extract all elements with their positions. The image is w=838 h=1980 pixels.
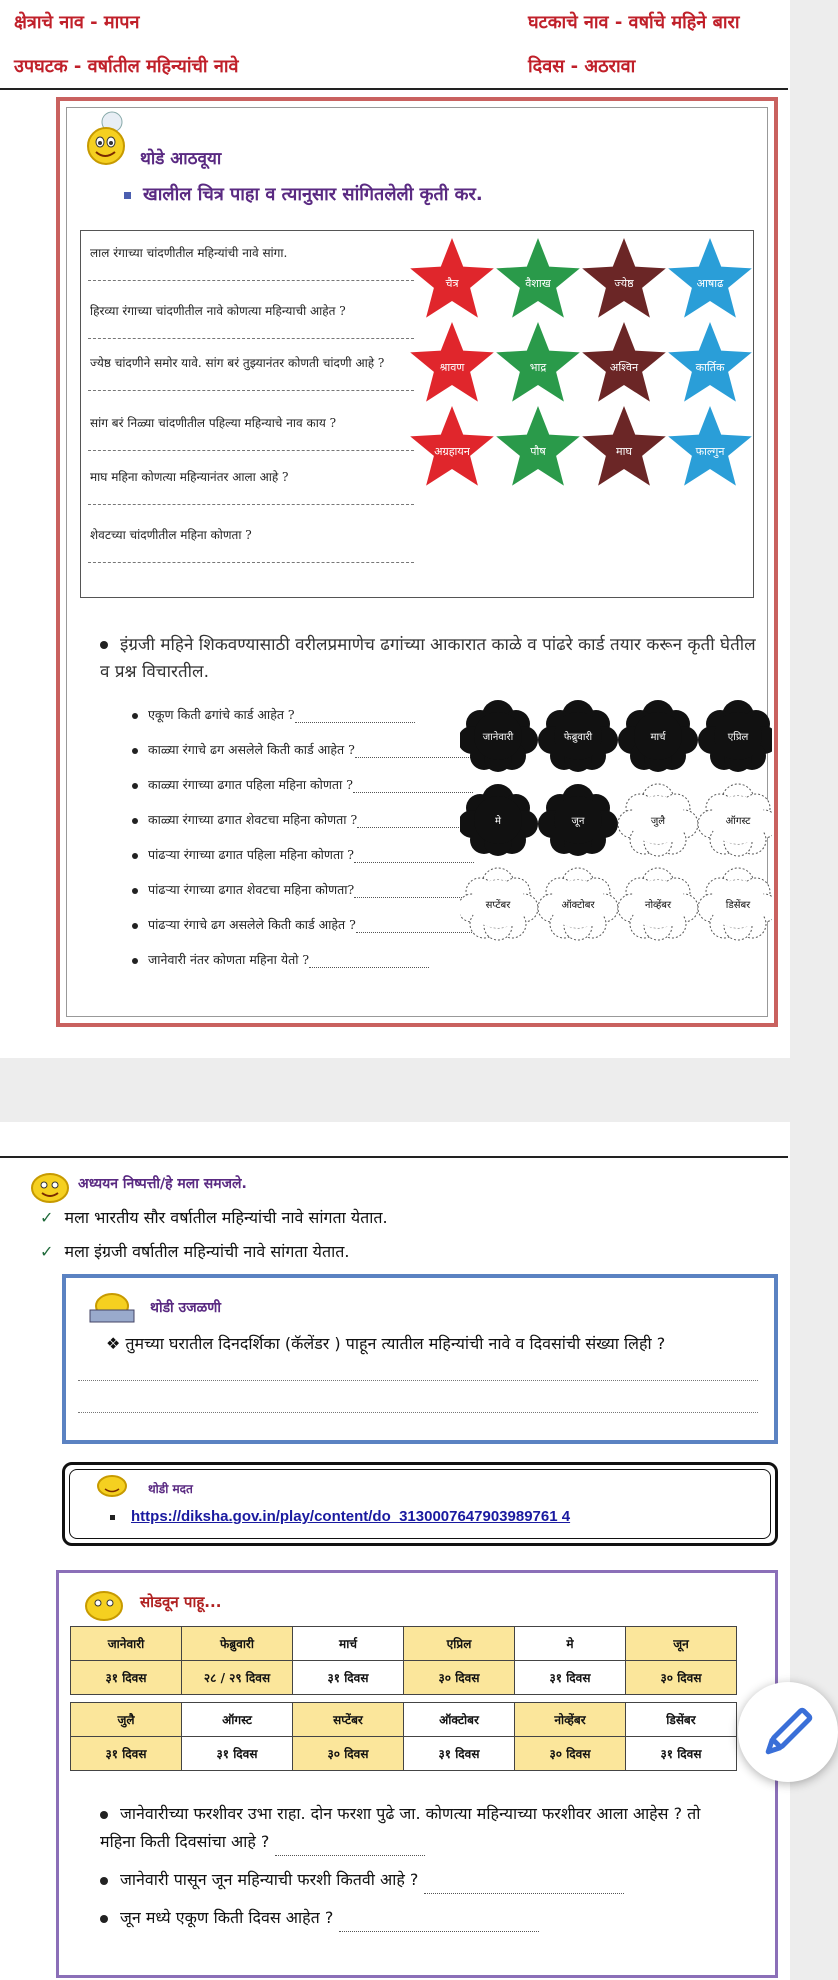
final-question: जानेवारी पासून जून महिन्याची फरशी कितवी आहे ? [100, 1866, 710, 1894]
cloud-label: जानेवारी [482, 732, 514, 743]
star-label: ज्येष्ठ [614, 277, 634, 290]
thinking-smiley-icon [80, 1584, 128, 1624]
cloud-question: एकूण किती ढगांचे कार्ड आहेत ? [132, 706, 415, 723]
cloud-label: ऑक्टोबर [561, 900, 595, 911]
answer-line [309, 967, 429, 968]
final-question: जानेवारीच्या फरशीवर उभा राहा. दोन फरशा पुढे जा. कोणत्या महिन्याच्या फरशीवर आला आहेस ? तो महिना किती दिवसांचा आहे ? [100, 1800, 710, 1856]
answer-line [88, 450, 414, 451]
star-label: पौष [530, 445, 546, 458]
square-bullet-icon [124, 192, 131, 199]
cloud-question: काळ्या रंगाच्या ढगात पहिला महिना कोणता ? [132, 776, 473, 793]
outcome-title: अध्ययन निष्पत्ती/हे मला समजले. [78, 1176, 247, 1192]
month-cloud [618, 784, 698, 856]
month-name-cell: जानेवारी [71, 1627, 182, 1661]
month-star [668, 406, 752, 486]
cloud-label: सप्टेंबर [485, 900, 511, 911]
cloud-label: फेब्रुवारी [563, 732, 593, 743]
bullet-icon [100, 1877, 108, 1885]
answer-line [78, 1380, 758, 1381]
star-label: भाद्र [529, 361, 547, 374]
star-question: हिरव्या रंगाच्या चांदणीतील नावे कोणत्या महिन्याची आहेत ? [90, 304, 346, 318]
help-title: थोडी मदत [148, 1482, 193, 1496]
month-star [668, 238, 752, 318]
bullet-icon [132, 818, 138, 824]
answer-line [353, 792, 473, 793]
answer-line [424, 1893, 624, 1894]
bullet-icon [132, 888, 138, 894]
answer-line [88, 390, 414, 391]
table-row [71, 1737, 737, 1771]
answer-line [356, 932, 476, 933]
month-name-cell: सप्टेंबर [293, 1703, 404, 1737]
month-days-cell: ३१ दिवस [626, 1737, 737, 1771]
recall-title: थोडे आठवूया [140, 149, 222, 169]
bullet-icon [132, 958, 138, 964]
clarify-title: थोडी उजळणी [150, 1300, 222, 1316]
month-days-cell: ३१ दिवस [404, 1737, 515, 1771]
star-label: कार्तिक [695, 361, 725, 374]
star-question: शेवटच्या चांदणीतील महिना कोणता ? [90, 528, 252, 542]
month-name-cell: ऑक्टोबर [404, 1703, 515, 1737]
star-label: फाल्गुन [695, 445, 725, 458]
cloud-question: काळ्या रंगाच्या ढगात शेवटचा महिना कोणता ? [132, 811, 477, 828]
month-cloud [698, 868, 772, 940]
answer-line [354, 897, 474, 898]
square-bullet-icon [110, 1515, 115, 1520]
outcome-1: ✓ मला भारतीय सौर वर्षातील महिन्यांची नावे सांगता येतात. [40, 1208, 388, 1227]
pencil-icon [738, 1682, 838, 1782]
subunit-label: उपघटक - वर्षातील महिन्यांची नावे [14, 56, 239, 77]
bullet-icon [100, 1915, 108, 1923]
month-star [496, 322, 580, 402]
cloud-question: पांढऱ्या रंगाच्या ढगात शेवटचा महिना कोणता? [132, 881, 474, 898]
solve-title: सोडवून पाहू... [140, 1593, 222, 1611]
month-days-cell: २८ / २९ दिवस [182, 1661, 293, 1695]
answer-line [295, 722, 415, 723]
month-cloud [460, 868, 538, 940]
header-divider [0, 88, 788, 90]
bullet-icon [132, 853, 138, 859]
table-row [71, 1661, 737, 1695]
cloud-label: मार्च [650, 732, 666, 743]
month-days-cell: ३१ दिवस [515, 1661, 626, 1695]
cloud-question: पांढऱ्या रंगाच्या ढगात पहिला महिना कोणता ? [132, 846, 474, 863]
cloud-label: नोव्हेंबर [644, 900, 672, 911]
smiley-icon [92, 1474, 132, 1498]
help-link-row [110, 1508, 570, 1525]
month-star [496, 406, 580, 486]
month-cloud [618, 700, 698, 772]
answer-line [88, 280, 414, 281]
answer-line [275, 1855, 425, 1856]
answer-line [88, 338, 414, 339]
bullet-icon [132, 713, 138, 719]
edit-button[interactable] [738, 1682, 838, 1782]
check-icon: ✓ [40, 1208, 54, 1227]
bullet-icon [100, 1811, 108, 1819]
table-gap [71, 1695, 737, 1703]
month-cloud [698, 700, 772, 772]
month-star [496, 238, 580, 318]
answer-line [88, 562, 414, 563]
month-star [582, 322, 666, 402]
bullet-icon [132, 783, 138, 789]
star-label: वैशाख [525, 277, 551, 290]
answer-line [339, 1931, 539, 1932]
star-label: श्रावण [439, 361, 465, 374]
month-star [410, 238, 494, 318]
bullet-icon [100, 641, 108, 649]
star-label: माघ [616, 445, 632, 458]
month-name-cell: फेब्रुवारी [182, 1627, 293, 1661]
cloud-label: जून [571, 816, 585, 827]
star-label: चैत्र [445, 277, 459, 290]
help-box [62, 1462, 778, 1546]
month-stars [410, 236, 754, 494]
month-cloud [460, 784, 538, 856]
month-days-cell: ३० दिवस [626, 1661, 737, 1695]
cloud-label: ऑगस्ट [725, 816, 751, 827]
month-star [410, 406, 494, 486]
month-cloud [538, 868, 618, 940]
area-label: क्षेत्राचे नाव - मापन [14, 12, 140, 33]
smiley-bulb-icon [74, 108, 138, 170]
cloud-label: डिसेंबर [725, 900, 751, 911]
bullet-icon [132, 923, 138, 929]
table-row [71, 1703, 737, 1737]
month-name-cell: मे [515, 1627, 626, 1661]
month-days-table [70, 1626, 737, 1771]
cloud-question: जानेवारी नंतर कोणता महिना येतो ? [132, 951, 429, 968]
star-label: आषाढ [696, 277, 724, 290]
cloud-question: काळ्या रंगाचे ढग असलेले किती कार्ड आहेत ? [132, 741, 475, 758]
page-2 [0, 1122, 790, 1980]
clarify-question: ❖ तुमच्या घरातील दिनदर्शिका (कॅलेंडर ) पाहून त्यातील महिन्यांची नावे व दिवसांची संख्या लिही ? [106, 1334, 666, 1353]
answer-line [354, 862, 474, 863]
month-clouds [460, 694, 772, 948]
month-name-cell: डिसेंबर [626, 1703, 737, 1737]
month-days-cell: ३० दिवस [293, 1737, 404, 1771]
month-cloud [618, 868, 698, 940]
month-name-cell: ऑगस्ट [182, 1703, 293, 1737]
month-name-cell: एप्रिल [404, 1627, 515, 1661]
month-name-cell: नोव्हेंबर [515, 1703, 626, 1737]
cloud-question: पांढऱ्या रंगाचे ढग असलेले किती कार्ड आहेत ? [132, 916, 476, 933]
cloud-label: जुलै [650, 816, 666, 827]
diksha-link[interactable]: https://diksha.gov.in/play/content/do_3130007647903989761 4 [131, 1508, 571, 1525]
month-name-cell: जून [626, 1627, 737, 1661]
cloud-label: एप्रिल [727, 732, 749, 743]
month-days-cell: ३१ दिवस [71, 1661, 182, 1695]
cloud-label: मे [495, 816, 501, 827]
month-star [410, 322, 494, 402]
reading-smiley-icon [84, 1290, 140, 1326]
month-cloud [460, 700, 538, 772]
month-days-cell: ३१ दिवस [71, 1737, 182, 1771]
star-question: ज्येष्ठ चांदणीने समोर यावे. सांग बरं तुझ्यानंतर कोणती चांदणी आहे ? [90, 356, 385, 370]
month-days-cell: ३० दिवस [515, 1737, 626, 1771]
month-star [582, 238, 666, 318]
table-row [71, 1627, 737, 1661]
answer-line [355, 757, 475, 758]
month-cloud [538, 700, 618, 772]
unit-label: घटकाचे नाव - वर्षाचे महिने बारा [528, 12, 740, 33]
star-question: माघ महिना कोणत्या महिन्यानंतर आला आहे ? [90, 470, 289, 484]
check-icon: ✓ [40, 1242, 54, 1261]
english-intro: इंग्रजी महिने शिकवण्यासाठी वरीलप्रमाणेच ढगांच्या आकारात काळे व पांढरे कार्ड तयार करून कृती घेतील व प्रश्न विचारतील. [100, 635, 756, 682]
month-name-cell: जुलै [71, 1703, 182, 1737]
star-question: सांग बरं निळ्या चांदणीतील पहिल्या महिन्याचे नाव काय ? [90, 416, 337, 430]
bullet-icon [132, 748, 138, 754]
month-name-cell: मार्च [293, 1627, 404, 1661]
answer-line [88, 504, 414, 505]
day-label: दिवस - अठरावा [528, 56, 636, 77]
month-star [668, 322, 752, 402]
outcome-2: ✓ मला इंग्रजी वर्षातील महिन्यांची नावे सांगता येतात. [40, 1242, 350, 1261]
answer-line [78, 1412, 758, 1413]
month-cloud [538, 784, 618, 856]
month-days-cell: ३० दिवस [404, 1661, 515, 1695]
star-question: लाल रंगाच्या चांदणीतील महिन्यांची नावे सांगा. [90, 246, 288, 260]
smiley-icon [28, 1168, 72, 1204]
star-label: अग्रहायन [434, 445, 470, 458]
final-question: जून मध्ये एकूण किती दिवस आहेत ? [100, 1904, 710, 1932]
star-label: अश्विन [609, 361, 639, 374]
month-days-cell: ३१ दिवस [293, 1661, 404, 1695]
month-days-cell: ३१ दिवस [182, 1737, 293, 1771]
month-star [582, 406, 666, 486]
month-cloud [698, 784, 772, 856]
instruction: खालील चित्र पाहा व त्यानुसार सांगितलेली कृती कर. [124, 182, 483, 206]
page2-top-rule [0, 1156, 788, 1158]
